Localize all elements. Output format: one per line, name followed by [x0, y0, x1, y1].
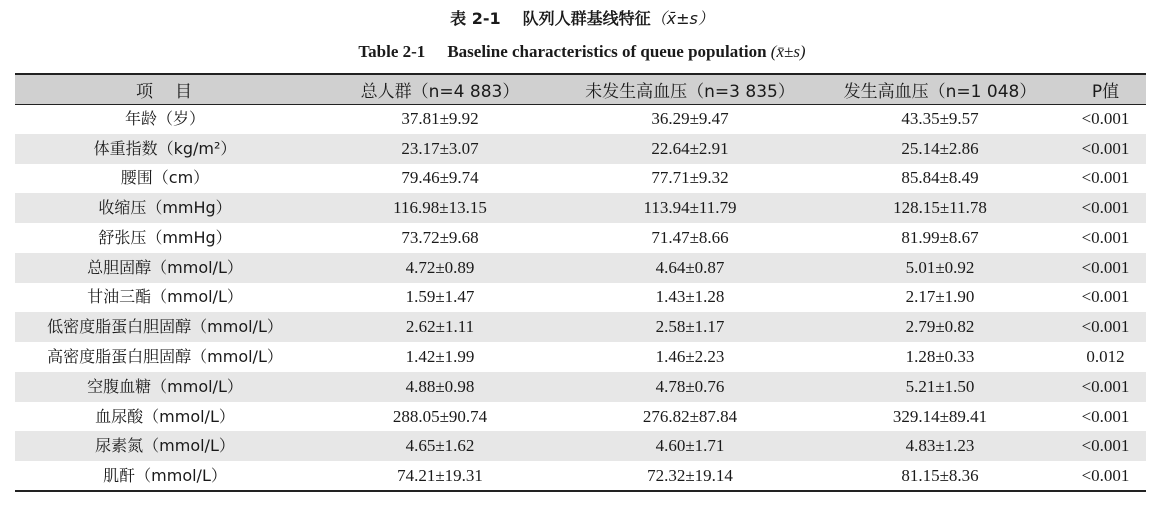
cell-hypertension: 5.21±1.50	[815, 372, 1065, 402]
cell-no-hypertension: 22.64±2.91	[565, 134, 815, 164]
cell-no-hypertension: 113.94±11.79	[565, 193, 815, 223]
cell-total-population: 4.88±0.98	[315, 372, 565, 402]
row-label: 收缩压（mmHg）	[15, 193, 315, 223]
table-row	[15, 164, 1146, 194]
cell-hypertension: 43.35±9.57	[901, 109, 979, 129]
caption-en-number: Table 2-1	[358, 42, 426, 61]
cell-hypertension: 2.17±1.90	[905, 287, 975, 307]
row-label: 体重指数（kg/m²）	[15, 134, 315, 164]
caption-en-formula: (x̄±s)	[770, 42, 806, 61]
cell-hypertension: 5.01±0.92	[815, 253, 1065, 283]
row-label: 血尿酸（mmol/L）	[95, 406, 235, 426]
row-label: 低密度脂蛋白胆固醇（mmol/L）	[15, 312, 315, 342]
table-row	[15, 104, 1146, 134]
row-label: 尿素氮（mmol/L）	[15, 431, 315, 461]
cell-no-hypertension: 4.78±0.76	[565, 372, 815, 402]
header-item: 项目	[15, 74, 315, 104]
cell-p-value: <0.001	[1081, 287, 1130, 307]
cell-total-population: 288.05±90.74	[392, 406, 488, 426]
table-row	[15, 461, 1146, 491]
cell-no-hypertension: 276.82±87.84	[642, 406, 738, 426]
cell-no-hypertension: 1.46±2.23	[655, 347, 725, 366]
header-hypertension: 发生高血压（n=1 048）	[815, 74, 1065, 104]
cell-hypertension: 81.15±8.36	[901, 465, 979, 485]
table-row	[15, 431, 1146, 461]
cell-no-hypertension: 71.47±8.66	[651, 227, 729, 247]
row-label: 腰围（cm）	[120, 168, 210, 188]
cell-hypertension: 85.84±8.49	[901, 168, 979, 188]
row-label: 肌酐（mmol/L）	[103, 465, 227, 485]
cell-total-population: 4.65±1.62	[315, 431, 565, 461]
cell-total-population: 73.72±9.68	[401, 227, 479, 247]
cell-no-hypertension: 36.29±9.47	[651, 109, 729, 129]
cell-p-value: 0.012	[1086, 347, 1125, 366]
cell-hypertension: 329.14±89.41	[892, 406, 988, 426]
cell-p-value: <0.001	[1065, 312, 1146, 342]
cell-total-population: 79.46±9.74	[401, 168, 479, 188]
table-row	[15, 223, 1146, 253]
cell-p-value: <0.001	[1065, 193, 1146, 223]
table-row	[15, 372, 1146, 402]
cell-hypertension: 128.15±11.78	[815, 193, 1065, 223]
cell-p-value: <0.001	[1065, 372, 1146, 402]
header-no-hypertension: 未发生高血压（n=3 835）	[565, 74, 815, 104]
table-row	[15, 402, 1146, 432]
cell-total-population: 23.17±3.07	[315, 134, 565, 164]
cell-hypertension: 2.79±0.82	[815, 312, 1065, 342]
table-caption-english	[0, 40, 1164, 64]
caption-en-title: Baseline characteristics of queue population	[447, 42, 767, 61]
table-row	[15, 283, 1146, 313]
row-label: 年龄（岁）	[124, 109, 205, 129]
cell-p-value: <0.001	[1081, 227, 1130, 247]
baseline-characteristics-table	[15, 73, 1146, 492]
table-caption-chinese	[0, 7, 1164, 31]
table-row	[15, 342, 1146, 372]
row-label: 空腹血糖（mmol/L）	[15, 372, 315, 402]
header-p-value: P值	[1065, 74, 1146, 104]
row-label: 甘油三酯（mmol/L）	[87, 287, 243, 307]
cell-p-value: <0.001	[1081, 406, 1130, 426]
cell-hypertension: 25.14±2.86	[815, 134, 1065, 164]
cell-p-value: <0.001	[1081, 465, 1130, 485]
row-label: 总胆固醇（mmol/L）	[15, 253, 315, 283]
cell-total-population: 74.21±19.31	[397, 465, 483, 485]
cell-total-population: 37.81±9.92	[401, 109, 479, 129]
cell-total-population: 4.72±0.89	[315, 253, 565, 283]
cell-total-population: 2.62±1.11	[315, 312, 565, 342]
header-total-population: 总人群（n=4 883）	[315, 74, 565, 104]
cell-p-value: <0.001	[1065, 134, 1146, 164]
table-row	[15, 193, 1146, 223]
row-label: 高密度脂蛋白胆固醇（mmol/L）	[47, 347, 283, 366]
cell-p-value: <0.001	[1081, 109, 1130, 129]
cell-no-hypertension: 72.32±19.14	[647, 465, 733, 485]
table-row	[15, 253, 1146, 283]
cell-hypertension: 81.99±8.67	[901, 227, 979, 247]
cell-no-hypertension: 1.43±1.28	[655, 287, 725, 307]
cell-total-population: 1.42±1.99	[405, 347, 475, 366]
caption-cn-formula: （x̄±s）	[650, 9, 714, 28]
cell-p-value: <0.001	[1065, 253, 1146, 283]
cell-total-population: 1.59±1.47	[405, 287, 475, 307]
cell-hypertension: 4.83±1.23	[815, 431, 1065, 461]
cell-p-value: <0.001	[1065, 431, 1146, 461]
table-row	[15, 312, 1146, 342]
table-body	[15, 104, 1146, 491]
cell-no-hypertension: 4.64±0.87	[565, 253, 815, 283]
cell-hypertension: 1.28±0.33	[905, 347, 975, 366]
cell-total-population: 116.98±13.15	[315, 193, 565, 223]
cell-no-hypertension: 2.58±1.17	[565, 312, 815, 342]
caption-cn-number: 表 2-1	[450, 9, 501, 28]
table-header-row	[15, 74, 1146, 104]
caption-cn-title: 队列人群基线特征	[522, 9, 651, 28]
table-row	[15, 134, 1146, 164]
cell-p-value: <0.001	[1081, 168, 1130, 188]
cell-no-hypertension: 4.60±1.71	[565, 431, 815, 461]
cell-no-hypertension: 77.71±9.32	[651, 168, 729, 188]
row-label: 舒张压（mmHg）	[98, 227, 232, 247]
